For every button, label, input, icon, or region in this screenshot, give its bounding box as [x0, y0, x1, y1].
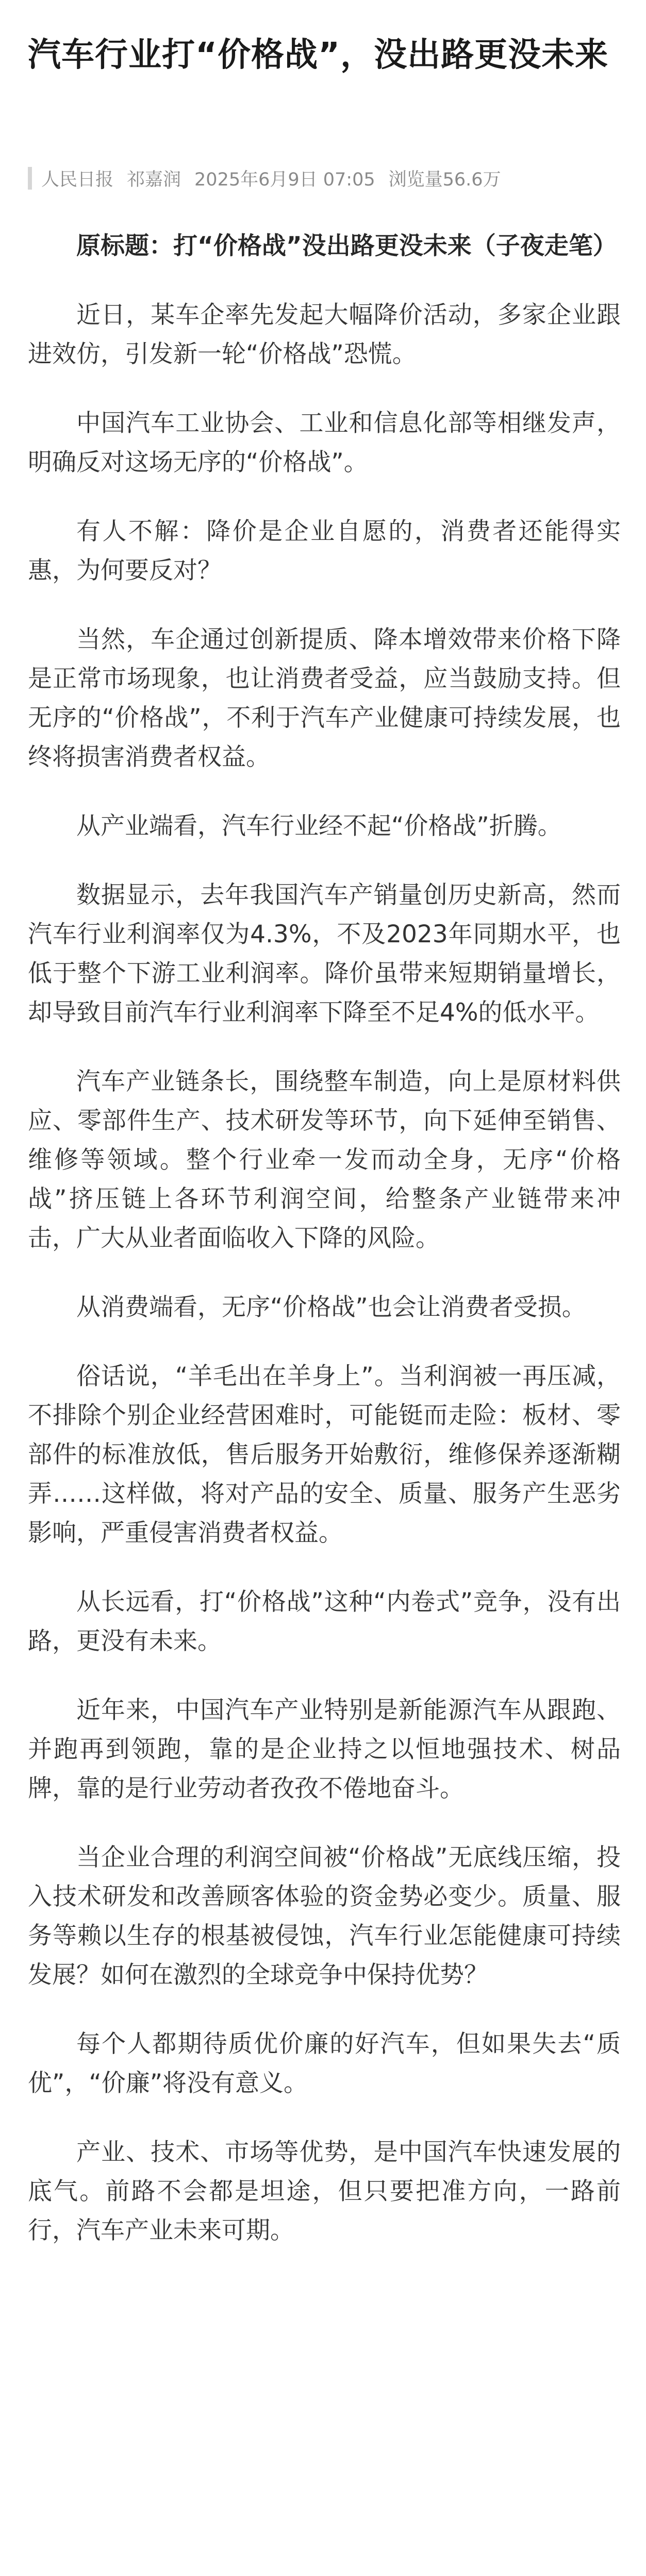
paragraph: 从消费端看，无序“价格战”也会让消费者受损。 — [76, 1293, 586, 1321]
paragraph: 俗话说，“羊毛出在羊身上”。当利润被一再压减，不排除个别企业经营困难时，可能铤而走险：板材、零部件的标准放低，售后服务开始敷衍，维修保养逐渐糊弄……这样做，将对产品的安全、质量、服务产生恶劣影响，严重侵害消费者权益。 — [28, 1362, 621, 1547]
article-title: 汽车行业打“价格战”，没出路更没未来 — [28, 36, 609, 74]
paragraph: 每个人都期待质优价廉的好汽车，但如果失去“质优”，“价廉”将没有意义。 — [28, 2030, 621, 2097]
meta-accent-bar — [28, 167, 32, 190]
paragraph: 近日，某车企率先发起大幅降价活动，多家企业跟进效仿，引发新一轮“价格战”恐慌。 — [28, 301, 621, 368]
paragraph: 从长远看，打“价格战”这种“内卷式”竞争，没有出路，更没有未来。 — [28, 1588, 621, 1655]
paragraph: 当然，车企通过创新提质、降本增效带来价格下降是正常市场现象，也让消费者受益，应当鼓励支持。但无序的“价格战”，不利于汽车产业健康可持续发展，也终将损害消费者权益。 — [28, 625, 621, 771]
meta-author: 祁嘉润 — [127, 170, 181, 190]
meta-source: 人民日报 — [41, 170, 114, 190]
paragraph: 近年来，中国汽车产业特别是新能源汽车从跟跑、并跑再到领跑，靠的是企业持之以恒地强技术、树品牌，靠的是行业劳动者孜孜不倦地奋斗。 — [28, 1696, 621, 1803]
article-meta — [28, 164, 515, 193]
paragraph: 数据显示，去年我国汽车产销量创历史新高，然而汽车行业利润率仅为4.3%，不及2023年同期水平，也低于整个下游工业利润率。降价虽带来短期销量增长，却导致目前汽车行业利润率下降至不足4%的低水平。 — [28, 881, 621, 1027]
paragraph: 从产业端看，汽车行业经不起“价格战”折腾。 — [76, 812, 562, 840]
original-title: 原标题：打“价格战”没出路更没未来（子夜走笔） — [76, 232, 617, 260]
meta-datetime: 2025年6月9日 07:05 — [194, 170, 375, 190]
paragraph: 有人不解：降价是企业自愿的，消费者还能得实惠，为何要反对？ — [28, 517, 621, 585]
paragraph: 当企业合理的利润空间被“价格战”无底线压缩，投入技术研发和改善顾客体验的资金势必变少。质量、服务等赖以生存的根基被侵蚀，汽车行业怎能健康可持续发展？如何在激烈的全球竞争中保持优势？ — [28, 1843, 621, 1989]
paragraph: 中国汽车工业协会、工业和信息化部等相继发声，明确反对这场无序的“价格战”。 — [28, 409, 621, 477]
paragraph: 汽车产业链条长，围绕整车制造，向上是原材料供应、零部件生产、技术研发等环节，向下延伸至销售、维修等领域。整个行业牵一发而动全身，无序“价格战”挤压链上各环节利润空间，给整条产业链带来冲击，广大从业者面临收入下降的风险。 — [28, 1067, 621, 1252]
article-body — [28, 227, 621, 2280]
paragraph: 产业、技术、市场等优势，是中国汽车快速发展的底气。前路不会都是坦途，但只要把准方向，一路前行，汽车产业未来可期。 — [28, 2138, 621, 2245]
meta-views: 浏览量56.6万 — [388, 170, 501, 190]
